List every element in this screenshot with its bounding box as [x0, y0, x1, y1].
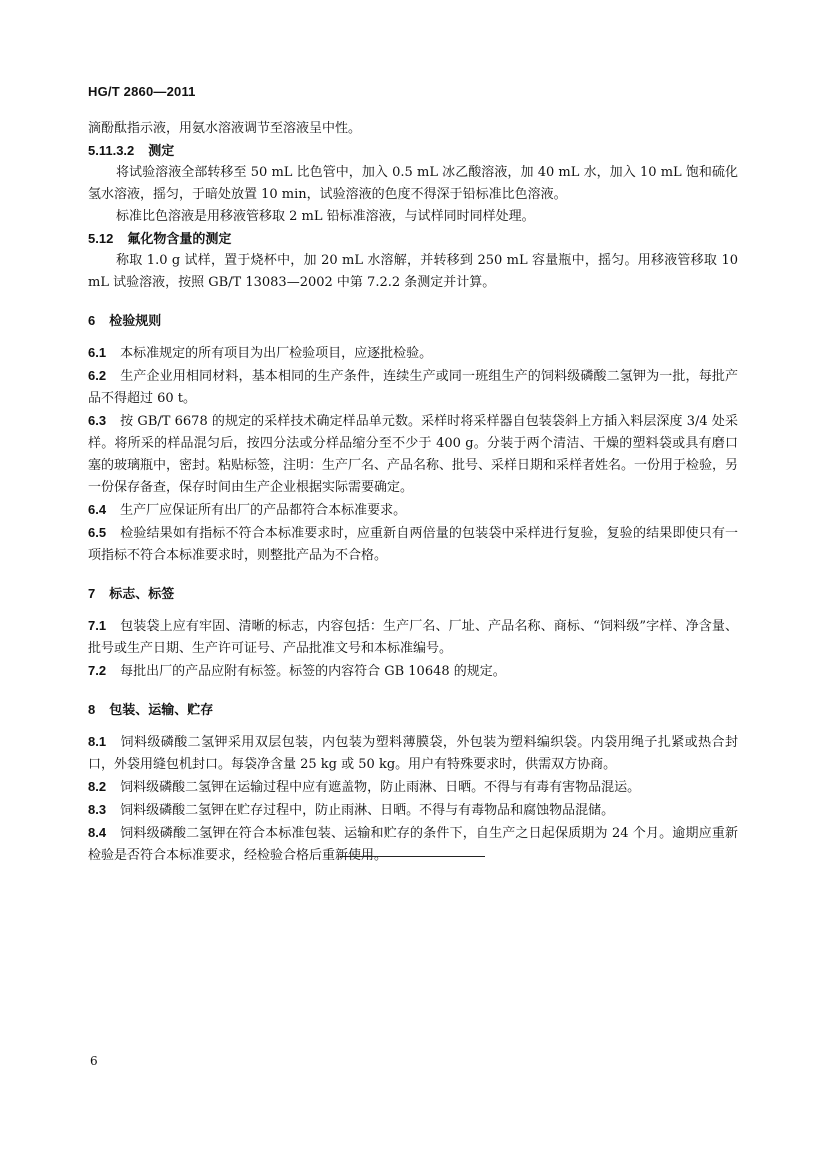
- clause-number: 8.1: [88, 734, 107, 749]
- section-title: 氟化物含量的测定: [127, 231, 232, 246]
- clause-6-2: [88, 365, 738, 410]
- clause-text: 本标准规定的所有项目为出厂检验项目，应逐批检验。: [120, 346, 433, 361]
- section-5-12-heading: [88, 228, 738, 250]
- clause-number: 6.3: [88, 413, 107, 428]
- paragraph-intro: 滴酚酞指示液，用氨水溶液调节至溶液呈中性。: [88, 121, 362, 136]
- standard-code: HG/T 2860—2011: [88, 84, 196, 99]
- clause-text: 生产企业用相同材料，基本相同的生产条件，连续生产或同一班组生产的饲料级磷酸二氢钾为一批，每批产品不得超过 60 t。: [88, 369, 738, 406]
- clause-number: 6.2: [88, 368, 107, 383]
- clause-7-2: [88, 660, 738, 683]
- clause-number: 7.2: [88, 663, 107, 678]
- page-number: 6: [90, 1054, 98, 1068]
- clause-number: 6.5: [88, 525, 107, 540]
- section-number: 5.11.3.2: [88, 143, 135, 158]
- clause-text: 饲料级磷酸二氢钾在符合本标准包装、运输和贮存的条件下，自生产之日起保质期为 24 个月。逾期应重新检验是否符合本标准要求，经检验合格后重新使用。: [88, 826, 738, 863]
- clause-8-2: [88, 776, 738, 799]
- section-8-heading: [88, 699, 738, 721]
- clause-6-3: [88, 410, 738, 499]
- paragraph-fluoride: 称取 1.0 g 试样，置于烧杯中，加 20 mL 水溶解，并转移到 250 mL 容量瓶中，摇匀。用移液管移取 10 mL 试验溶液，按照 GB/T 13083—2002 中第 7.2.2 条测定并计算。: [88, 253, 738, 290]
- clause-8-3: [88, 799, 738, 822]
- section-6-heading: [88, 310, 738, 332]
- clause-number: 8.2: [88, 779, 107, 794]
- clause-text: 按 GB/T 6678 的规定的采样技术确定样品单元数。采样时将采样器自包装袋斜上方插入料层深度 3/4 处采样。将所采的样品混匀后，按四分法或分样品缩分至不少于 400 g。分装于两个清洁、干燥的塑料袋或具有磨口塞的玻璃瓶中，密封。粘贴标签，注明：生产厂名、产品名称、批号、采样日期和采样者姓名。一份用于检验，另一份保存备查，保存时间由生产企业根据实际需要确定。: [88, 414, 739, 495]
- clause-text: 每批出厂的产品应附有标签。标签的内容符合 GB 10648 的规定。: [120, 664, 506, 679]
- clause-number: 6.4: [88, 502, 107, 517]
- clause-7-1: [88, 615, 738, 660]
- document-body: [88, 118, 738, 867]
- end-rule: [340, 856, 485, 857]
- clause-8-1: [88, 731, 738, 776]
- section-title: 包装、运输、贮存: [109, 702, 214, 717]
- clause-text: 饲料级磷酸二氢钾在贮存过程中，防止雨淋、日晒。不得与有毒物品和腐蚀物品混储。: [120, 803, 615, 818]
- clause-6-5: [88, 522, 738, 567]
- clause-number: 6.1: [88, 345, 107, 360]
- section-number: 7: [88, 586, 96, 601]
- clause-text: 检验结果如有指标不符合本标准要求时，应重新自两倍量的包装袋中采样进行复验，复验的结果即使只有一项指标不符合本标准要求时，则整批产品为不合格。: [88, 526, 738, 563]
- section-title: 检验规则: [109, 313, 162, 328]
- section-number: 8: [88, 702, 96, 717]
- clause-number: 8.3: [88, 802, 107, 817]
- section-number: 6: [88, 313, 96, 328]
- clause-number: 7.1: [88, 618, 107, 633]
- clause-8-4: [88, 822, 738, 867]
- clause-6-4: [88, 499, 738, 522]
- clause-text: 包装袋上应有牢固、清晰的标志，内容包括：生产厂名、厂址、产品名称、商标、“饲料级”字样、净含量、批号或生产日期、生产许可证号、产品批准文号和本标准编号。: [88, 619, 738, 656]
- section-number: 5.12: [88, 231, 114, 246]
- clause-number: 8.4: [88, 825, 107, 840]
- paragraph-standard-color: 标准比色溶液是用移液管移取 2 mL 铅标准溶液，与试样同时同样处理。: [116, 209, 535, 224]
- clause-text: 生产厂应保证所有出厂的产品都符合本标准要求。: [120, 503, 407, 518]
- section-5-11-3-2-heading: [88, 140, 738, 162]
- clause-text: 饲料级磷酸二氢钾在运输过程中应有遮盖物，防止雨淋、日晒。不得与有毒有害物品混运。: [120, 780, 641, 795]
- section-7-heading: [88, 583, 738, 605]
- section-title: 测定: [148, 143, 175, 158]
- clause-text: 饲料级磷酸二氢钾采用双层包装，内包装为塑料薄膜袋，外包装为塑料编织袋。内袋用绳子扎紧或热合封口，外袋用缝包机封口。每袋净含量 25 kg 或 50 kg。用户有特殊要求时，供需双方协商。: [88, 735, 738, 772]
- paragraph-measure: 将试验溶液全部转移至 50 mL 比色管中，加入 0.5 mL 冰乙酸溶液，加 40 mL 水，加入 10 mL 饱和硫化氢水溶液，摇匀，于暗处放置 10 min，试验溶液的色度不得深于铅标准比色溶液。: [88, 165, 738, 202]
- section-title: 标志、标签: [109, 586, 175, 601]
- clause-6-1: [88, 342, 738, 365]
